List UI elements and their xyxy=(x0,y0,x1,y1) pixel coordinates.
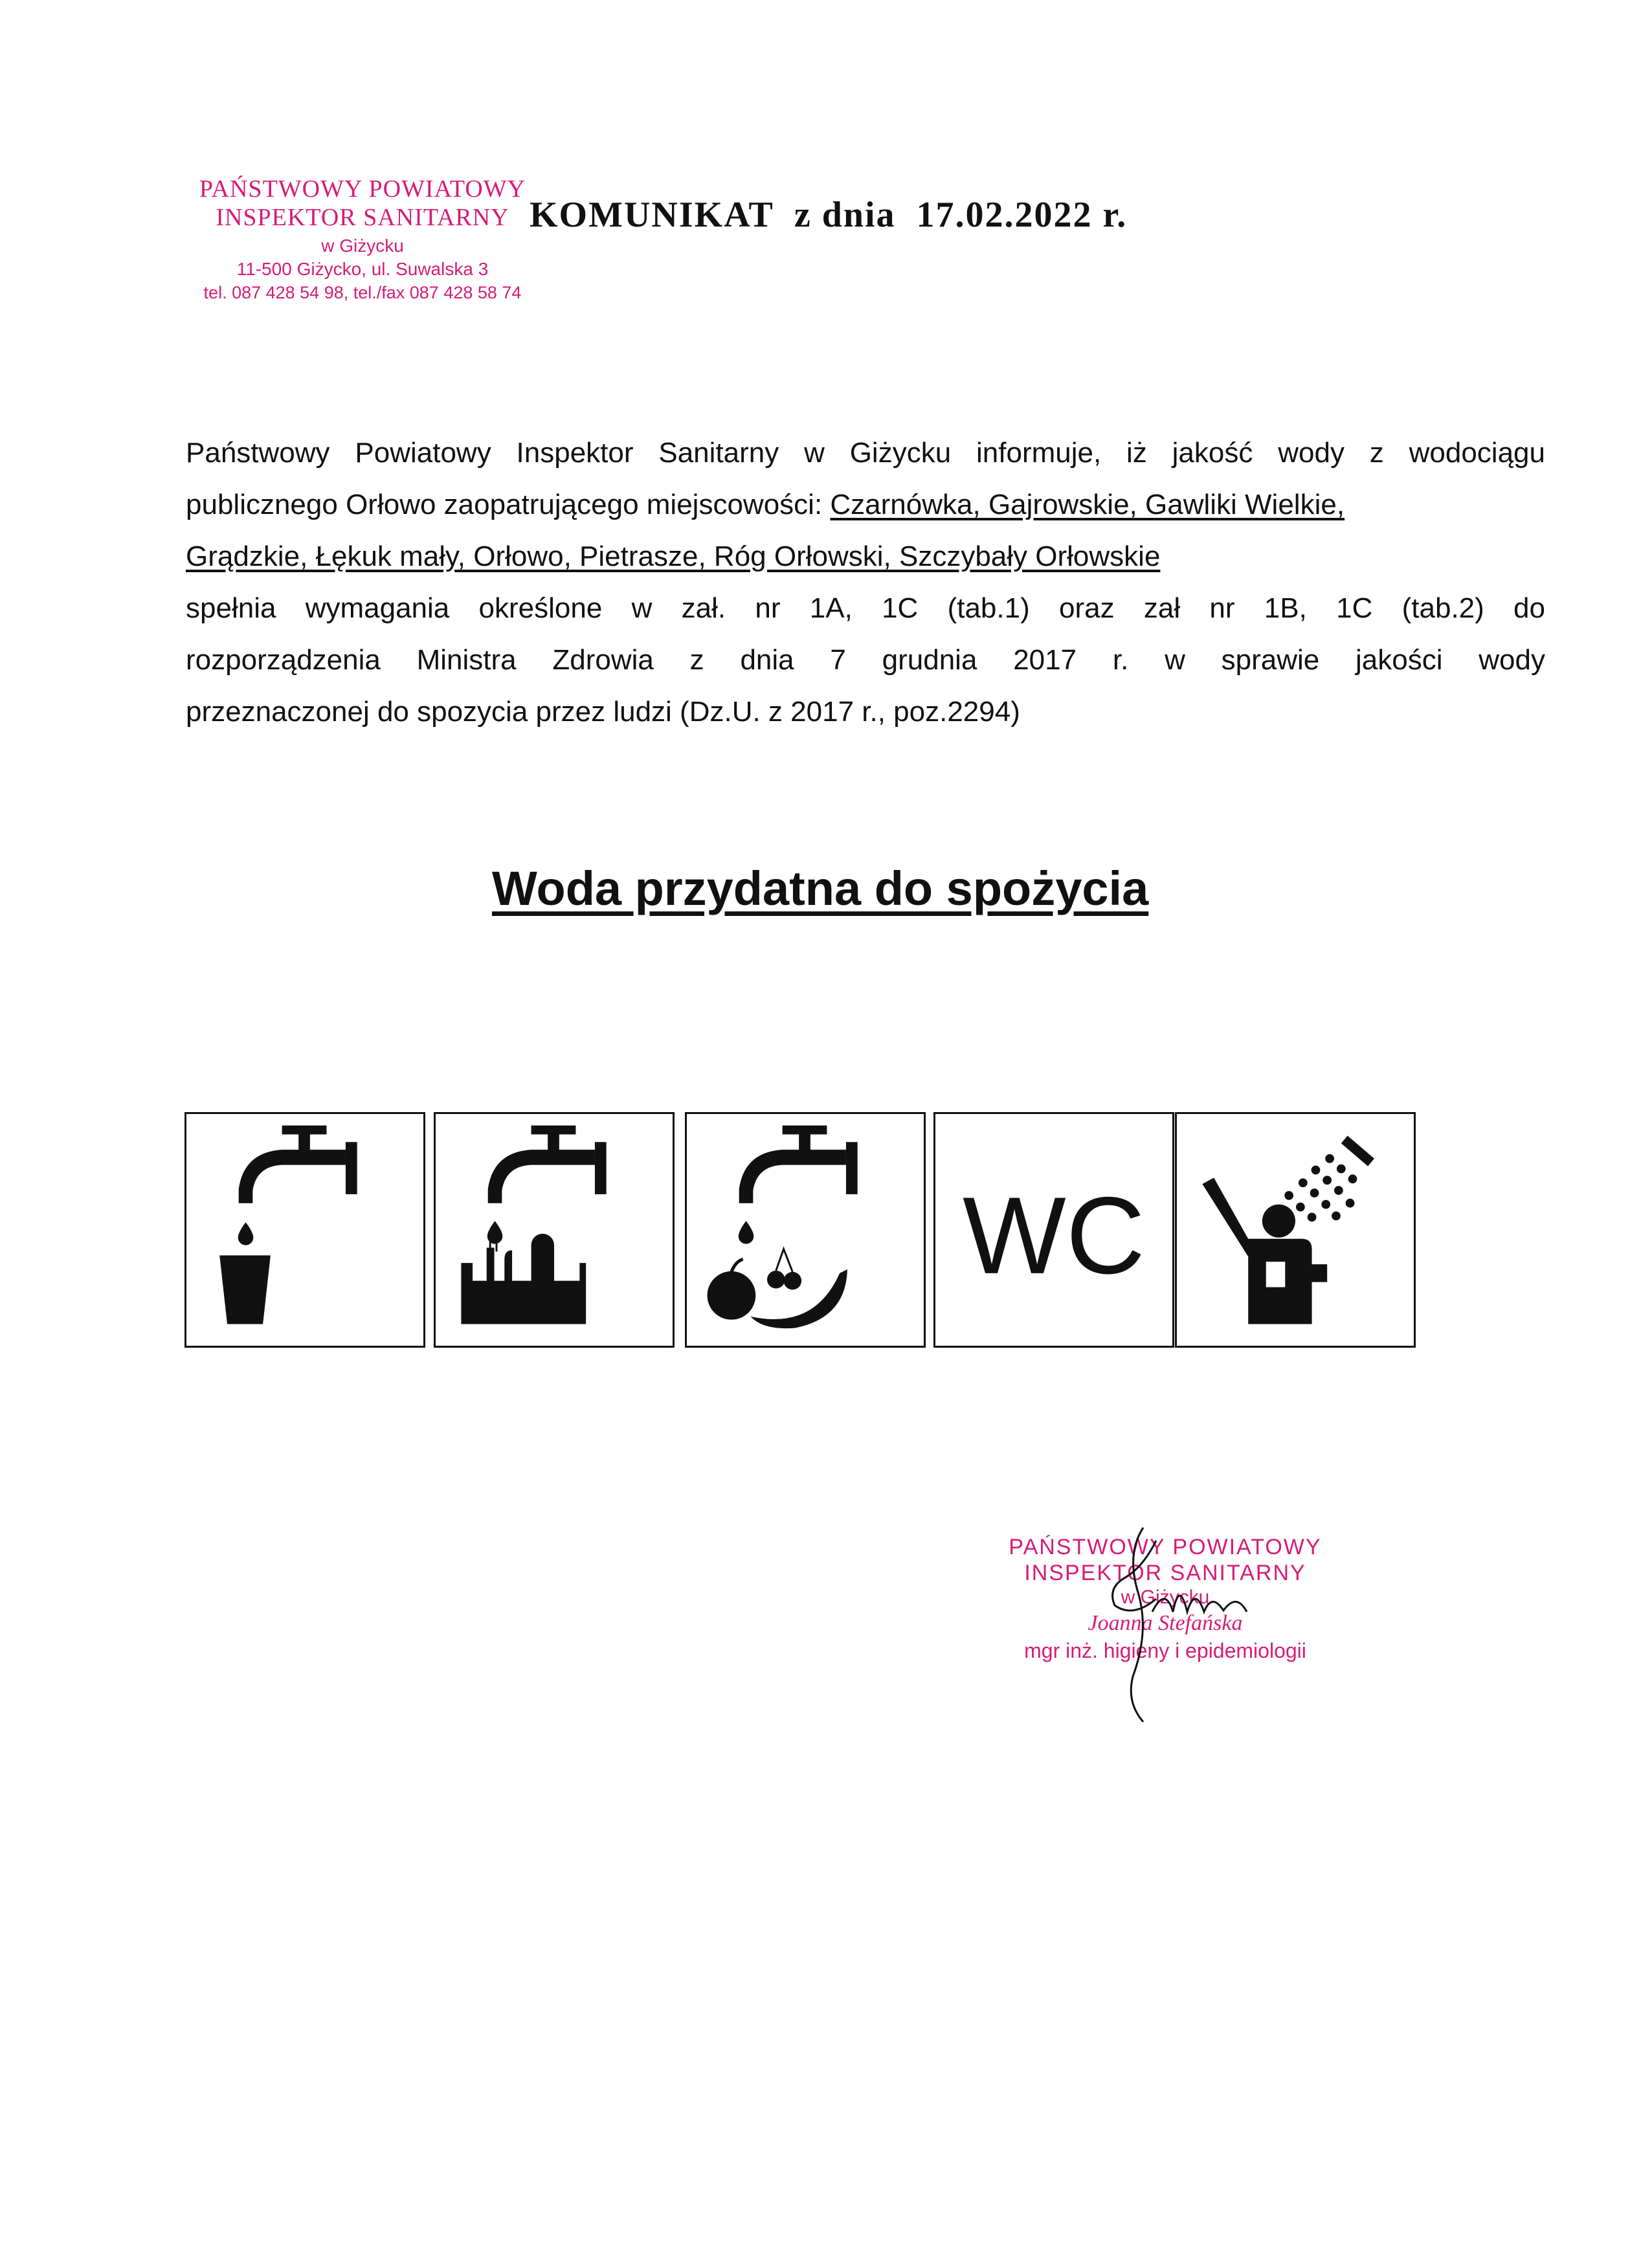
wc-icon xyxy=(933,1112,1174,1348)
body-line: przeznaczonej do spozycia przez ludzi (Dz.U. z 2017 r., poz.2294) xyxy=(186,696,1020,728)
body-line: rozporządzenia Ministra Zdrowia z dnia 7 grudnia 2017 r. w sprawie jakości wody xyxy=(186,644,1545,676)
body-line xyxy=(186,531,1545,583)
stamp-signatory-name: Joanna Stefańska xyxy=(1088,1611,1243,1635)
stamp-line: w Giżycku xyxy=(321,236,404,256)
stamp-line: w Giżycku xyxy=(1121,1587,1210,1608)
body-line: spełnia wymagania określone w zał. nr 1A, 1C (tab.1) oraz zał nr 1B, 1C (tab.2) do xyxy=(186,592,1545,624)
tap-food-washing-icon xyxy=(685,1112,926,1348)
stamp-line: INSPEKTOR SANITARNY xyxy=(1024,1561,1306,1585)
wc-label: WC xyxy=(963,1174,1145,1297)
tap-dishwashing-icon xyxy=(434,1112,675,1348)
document-title: KOMUNIKAT z dnia 17.02.2022 r. xyxy=(530,195,1128,235)
stamp-phone: tel. 087 428 54 98, tel./fax 087 428 58 74 xyxy=(203,283,522,302)
shower-icon xyxy=(1175,1112,1416,1348)
stamp-line: PAŃSTWOWY POWIATOWY xyxy=(199,175,526,203)
body-line xyxy=(186,479,1545,531)
stamp-address: 11-500 Giżycko, ul. Suwalska 3 xyxy=(236,259,489,279)
body-paragraph xyxy=(186,427,1545,738)
stamp-line: INSPEKTOR SANITARNY xyxy=(216,204,509,231)
stamp-line: PAŃSTWOWY POWIATOWY xyxy=(1009,1535,1322,1559)
header-stamp xyxy=(162,175,563,304)
stamp-signatory-title: mgr inż. higieny i epidemiologii xyxy=(1024,1639,1306,1662)
headline: Woda przydatna do spożycia xyxy=(492,862,1149,915)
body-text-plain: publicznego Orłowo zaopatrującego miejscowości: xyxy=(186,489,831,520)
localities-underlined: Czarnówka, Gajrowskie, Gawliki Wielkie, xyxy=(830,489,1345,520)
tap-drinking-icon xyxy=(184,1112,425,1348)
body-line: Państwowy Powiatowy Inspektor Sanitarny w Giżycku informuje, iż jakość wody z wodociągu xyxy=(186,437,1545,469)
signature xyxy=(1029,1515,1301,1735)
localities-underlined: Grądzkie, Łękuk mały, Orłowo, Pietrasze, Róg Orłowski, Szczybały Orłowskie xyxy=(186,541,1161,572)
usage-icons-row xyxy=(0,1112,1652,1352)
